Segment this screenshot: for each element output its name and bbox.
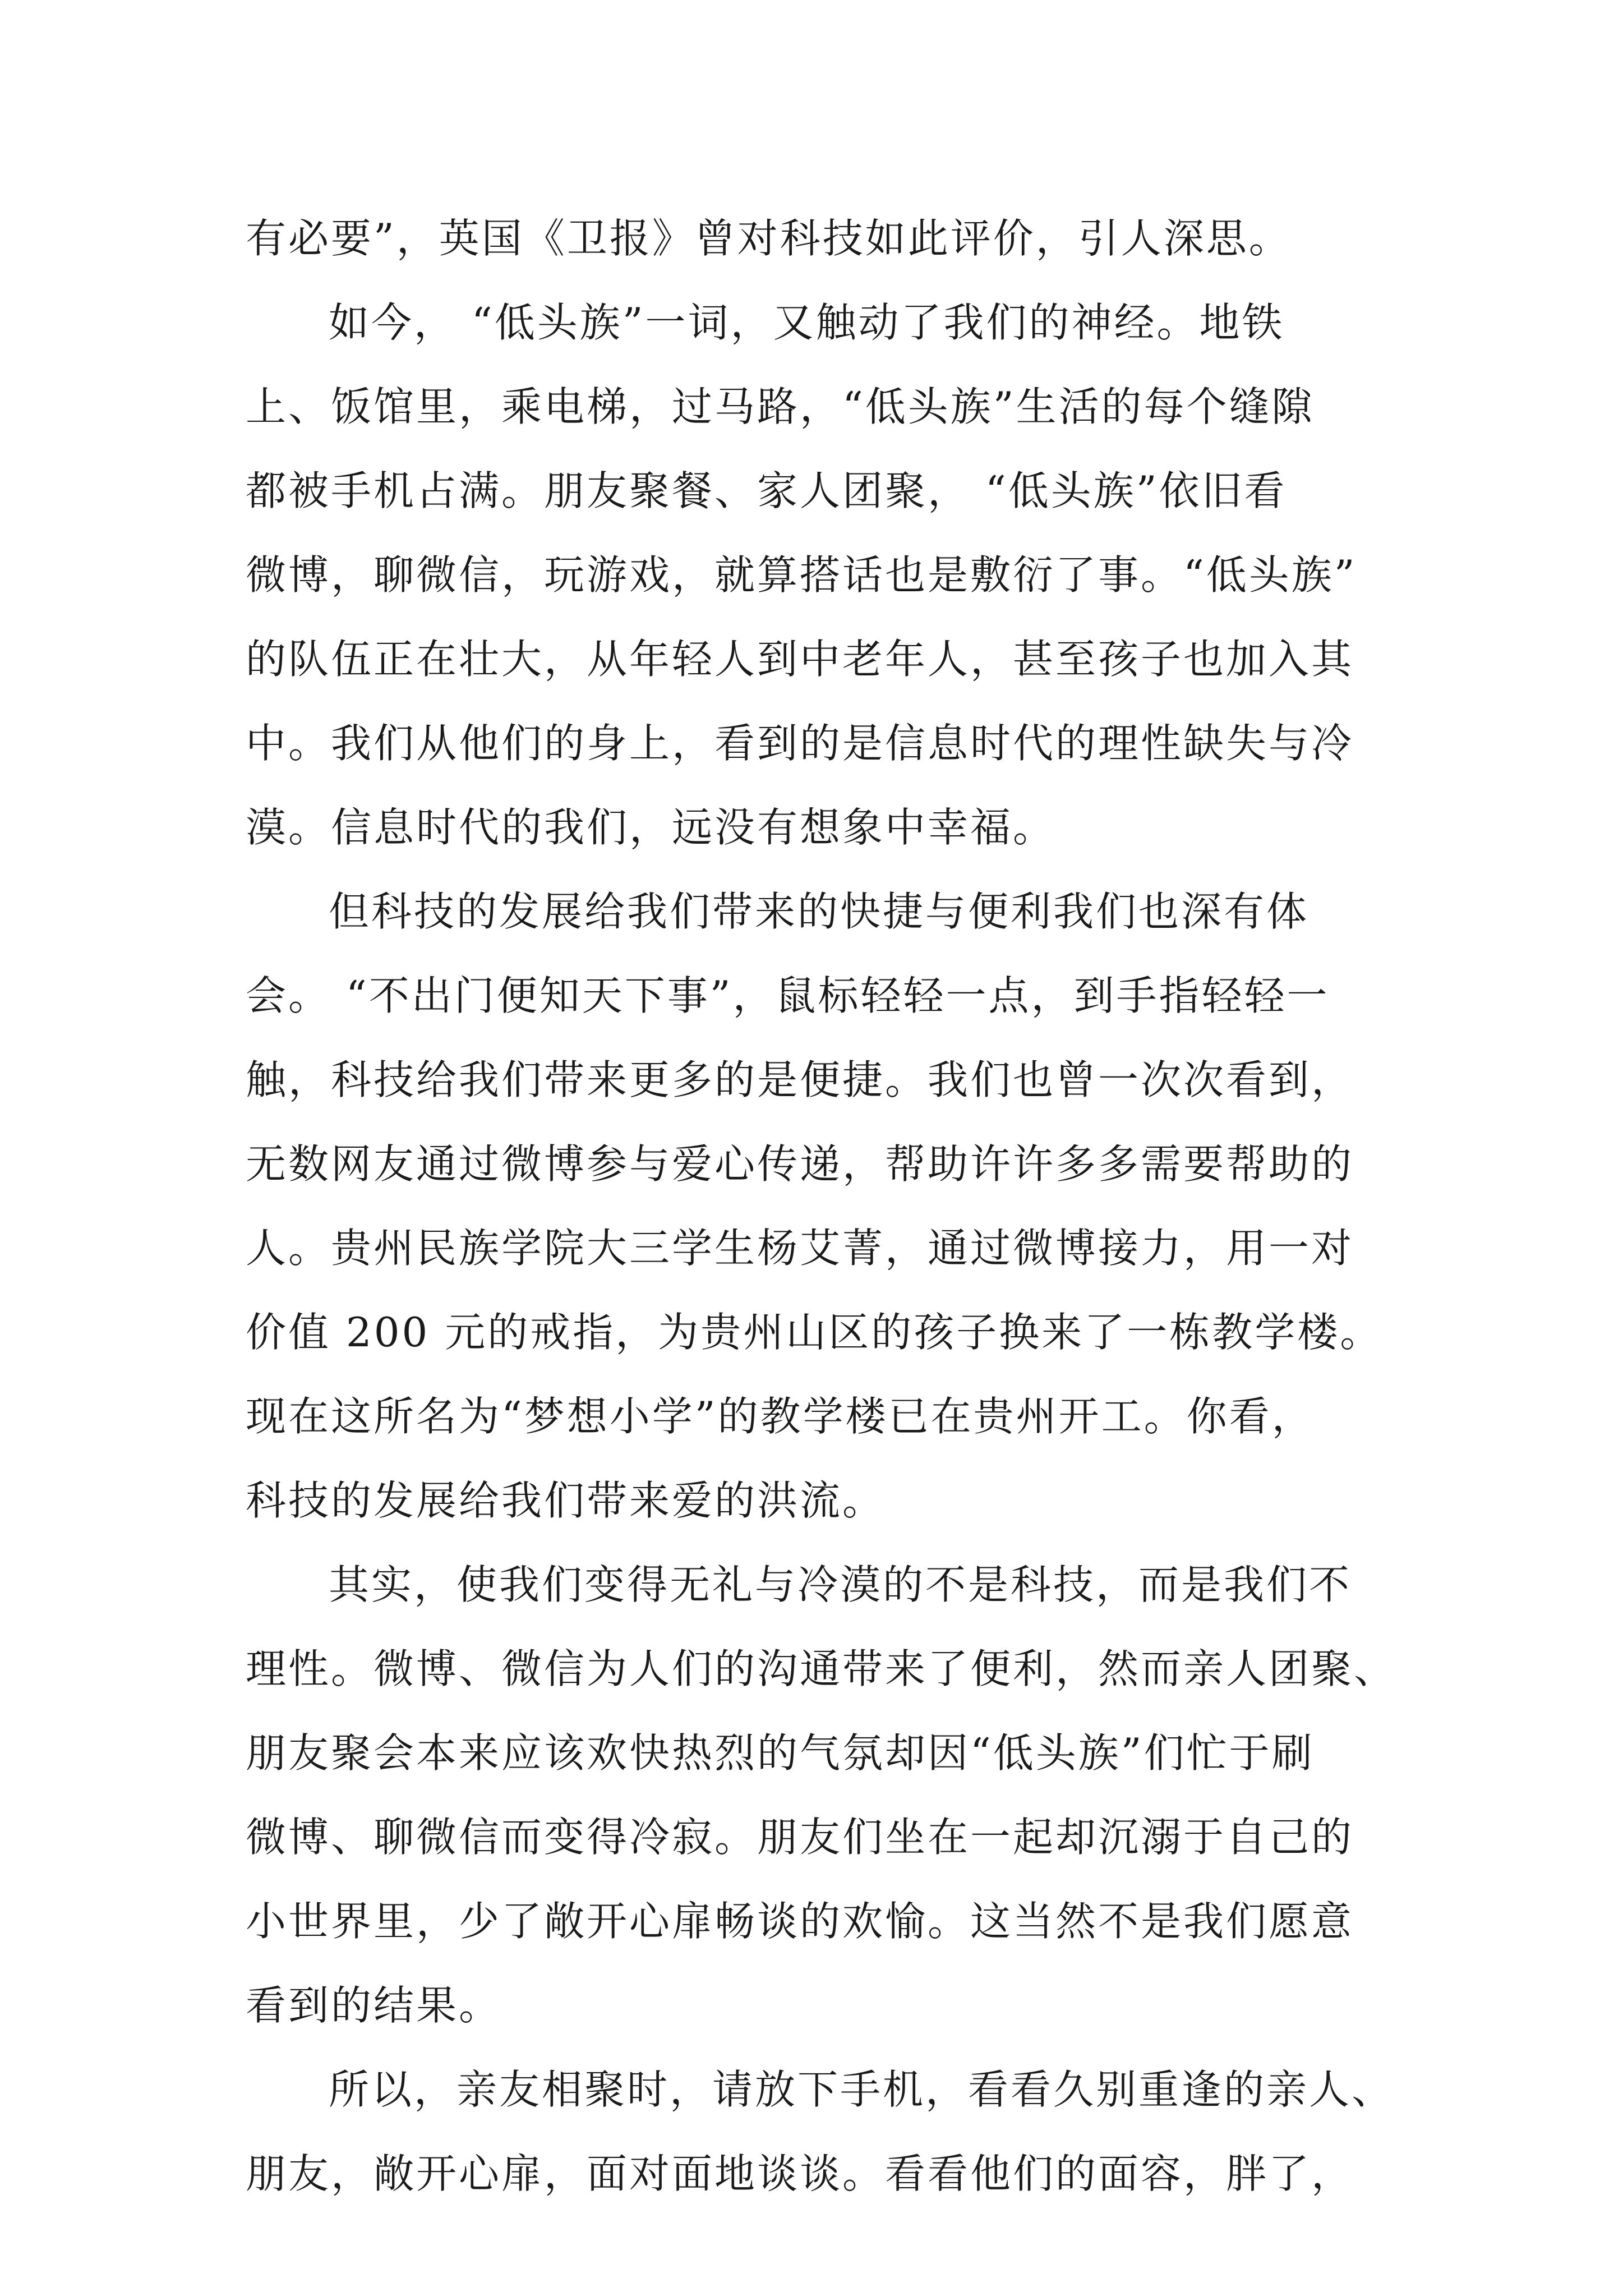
text-line: 如今， “低头族”一词，又触动了我们的神经。地铁 — [329, 299, 1285, 346]
text-line: 所以，亲友相聚时，请放下手机，看看久别重逢的亲人、 — [329, 2066, 1395, 2113]
text-line: 都被手机占满。朋友聚餐、家人团聚， “低头族”依旧看 — [246, 467, 1287, 514]
text-line: 上、饭馆里，乘电梯，过马路，“低头族”生活的每个缝隙 — [246, 383, 1315, 430]
text-line: 会。 “不出门便知天下事”，鼠标轻轻一点，到手指轻轻一 — [246, 972, 1330, 1019]
text-line: 漠。信息时代的我们，远没有想象中幸福。 — [246, 804, 1056, 851]
text-line: 其实，使我们变得无礼与冷漠的不是科技，而是我们不 — [329, 1561, 1352, 1608]
body-text — [246, 196, 1397, 2216]
text-line: 小世界里，少了敞开心扉畅谈的欢愉。这当然不是我们愿意 — [246, 1898, 1354, 1945]
text-line: 价值 200 元的戒指，为贵州山区的孩子换来了一栋教学楼。 — [246, 1309, 1383, 1356]
text-line: 微博，聊微信，玩游戏，就算搭话也是敷衍了事。“低头族” — [246, 551, 1357, 599]
text-line: 中。我们从他们的身上，看到的是信息时代的理性缺失与冷 — [246, 720, 1354, 767]
text-line: 无数网友通过微博参与爱心传递，帮助许许多多需要帮助的 — [246, 1140, 1354, 1188]
text-line: 但科技的发展给我们带来的快捷与便利我们也深有体 — [329, 888, 1310, 935]
text-line: 触，科技给我们带来更多的是便捷。我们也曾一次次看到， — [246, 1056, 1354, 1103]
text-line: 朋友，敞开心扉，面对面地谈谈。看看他们的面容，胖了， — [246, 2150, 1354, 2197]
text-line: 现在这所名为“梦想小学”的教学楼已在贵州开工。你看， — [246, 1393, 1315, 1440]
text-line: 理性。微博、微信为人们的沟通带来了便利，然而亲人团聚、 — [246, 1645, 1397, 1692]
text-line: 人。贵州民族学院大三学生杨艾菁，通过微博接力，用一对 — [246, 1225, 1354, 1272]
text-line: 有必要”，英国《卫报》曾对科技如此评价，引人深思。 — [246, 215, 1292, 262]
text-line: 科技的发展给我们带来爱的洪流。 — [246, 1477, 886, 1524]
text-line: 的队伍正在壮大，从年轻人到中老年人，甚至孩子也加入其 — [246, 636, 1354, 683]
text-line: 朋友聚会本来应该欢快热烈的气氛却因“低头族”们忙于刷 — [246, 1729, 1315, 1777]
text-line: 看到的结果。 — [246, 1982, 502, 2029]
text-line: 微博、聊微信而变得冷寂。朋友们坐在一起却沉溺于自己的 — [246, 1814, 1354, 1861]
